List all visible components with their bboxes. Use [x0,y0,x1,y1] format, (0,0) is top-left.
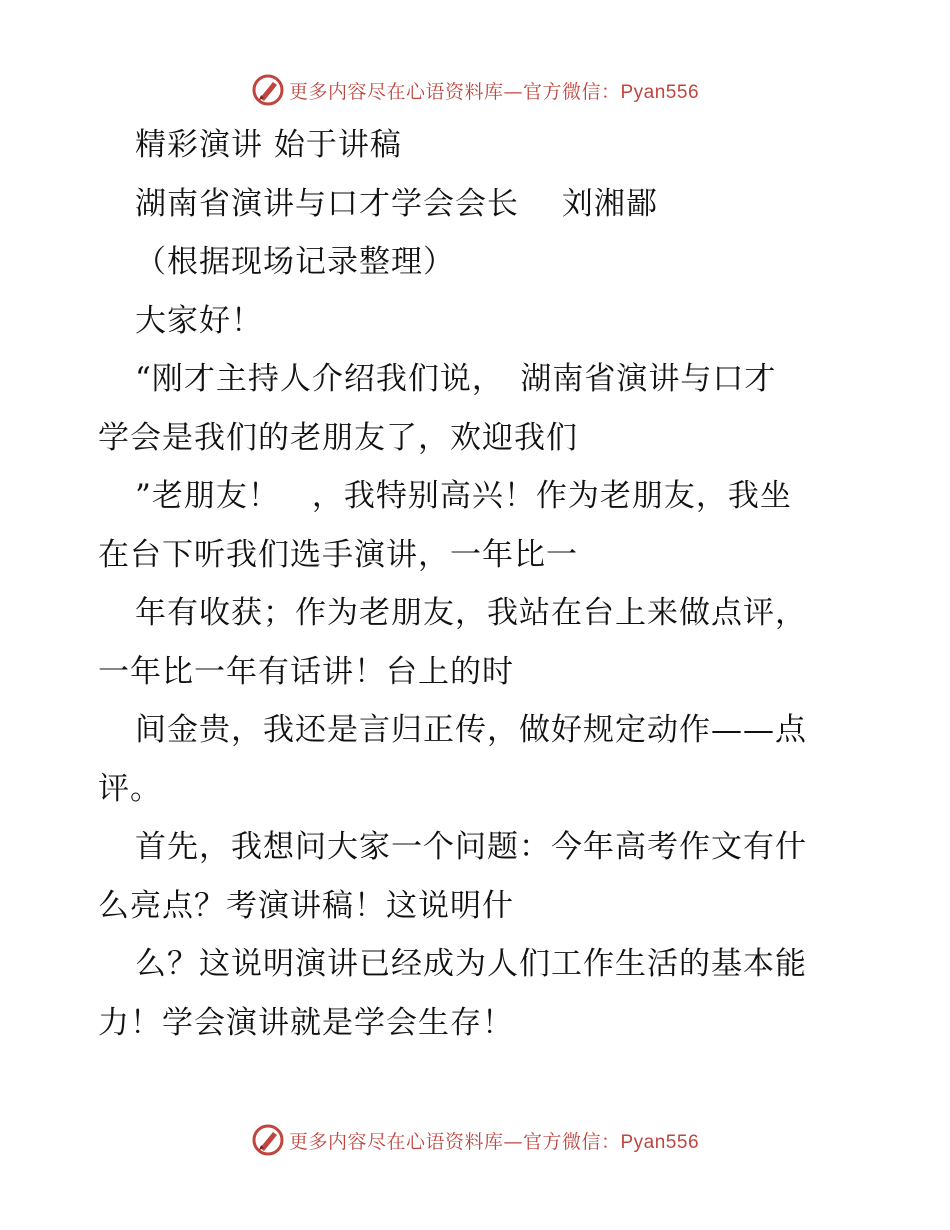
text-line: 评。 [98,770,162,807]
text-line: 大家好！ [135,302,263,339]
watermark-text: 更多内容尽在心语资料库—官方微信：Pyan556 [288,1130,700,1153]
wechat-id: Pyan556 [620,81,700,103]
pen-logo-icon [251,1123,285,1157]
text-line: ”老朋友！ ，我特别高兴！作为老朋友，我坐 [135,478,792,514]
wechat-id: Pyan556 [620,1131,700,1153]
document-body [98,116,858,1052]
watermark-text: 更多内容尽在心语资料库—官方微信：Pyan556 [288,80,700,103]
text-line: 首先，我想问大家一个问题：今年高考作文有什 [135,829,807,865]
text-line: 么亮点？考演讲稿！这说明什 [98,887,514,924]
watermark-header [0,70,950,110]
text-line: 一年比一年有话讲！台上的时 [98,653,514,690]
text-line: 湖南省演讲与口才学会会长 刘湘鄙 [135,185,658,222]
text-line: 精彩演讲 始于讲稿 [135,127,402,163]
text-line: 力！学会演讲就是学会生存！ [98,1004,514,1041]
pen-logo-icon [251,73,285,107]
text-line: 在台下听我们选手演讲，一年比一 [98,536,578,573]
watermark-footer [0,1120,950,1160]
text-line: “刚才主持人介绍我们说， 湖南省演讲与口才 [135,361,777,397]
text-line: （根据现场记录整理） [135,244,455,280]
text-line: 学会是我们的老朋友了，欢迎我们 [98,419,578,456]
text-line: 年有收获；作为老朋友，我站在台上来做点评， [135,595,807,631]
text-line: 间金贵，我还是言归正传，做好规定动作——点 [135,712,807,748]
text-line: 么？这说明演讲已经成为人们工作生活的基本能 [135,946,807,982]
